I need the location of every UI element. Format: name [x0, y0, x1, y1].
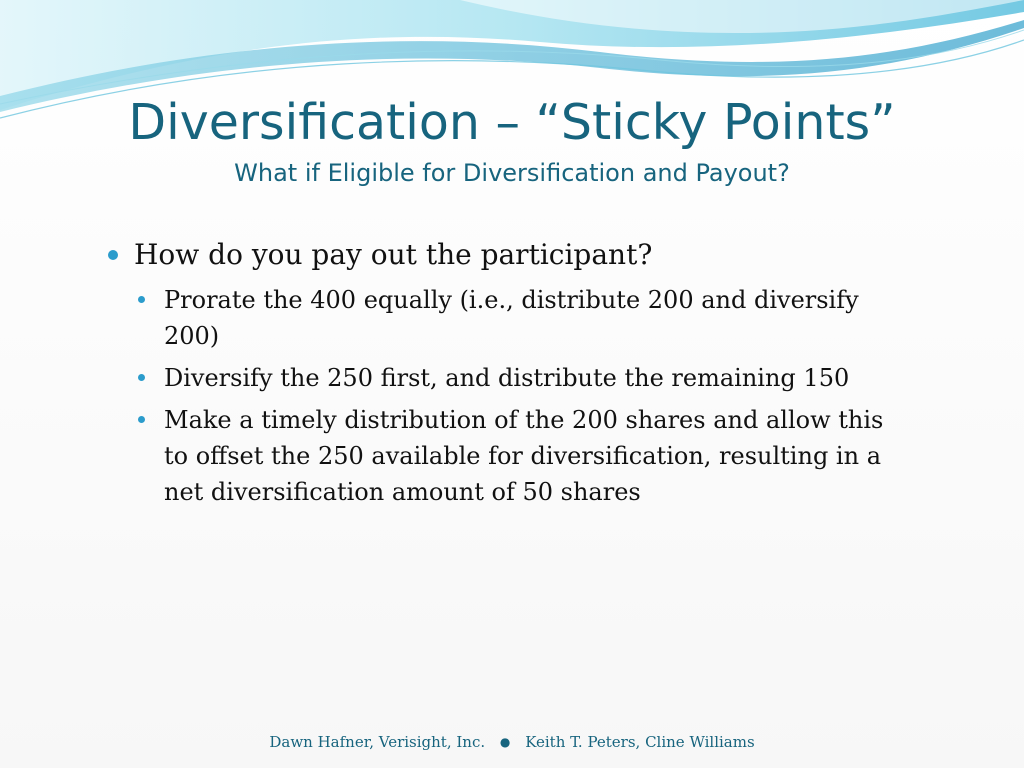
title-block	[0, 92, 1024, 188]
sub-bullet-text: Diversify the 250 first, and distribute the remaining 150	[164, 364, 850, 392]
bullet-item-level1	[104, 236, 904, 274]
sub-bullet-dot-icon	[138, 416, 145, 423]
sub-bullet-dot-icon	[138, 296, 145, 303]
sub-bullet-dot-icon	[138, 374, 145, 381]
bullet-text: How do you pay out the participant?	[134, 238, 653, 271]
sub-bullet-item	[134, 360, 884, 396]
slide-subtitle: What if Eligible for Diversification and Payout?	[234, 159, 790, 187]
sub-bullet-item	[134, 282, 884, 354]
slide-footer	[0, 733, 1024, 751]
footer-right-text: Keith T. Peters, Cline Williams	[525, 733, 755, 751]
bullet-content	[104, 236, 904, 516]
footer-separator-icon: ●	[499, 735, 511, 749]
footer-left-text: Dawn Hafner, Verisight, Inc.	[269, 733, 486, 751]
sub-bullet-text: Make a timely distribution of the 200 shares and allow this to offset the 250 available for diversification, resulting in a net diversification amount of 50 shares	[164, 406, 884, 506]
sub-bullet-text: Prorate the 400 equally (i.e., distribute 200 and diversify 200)	[164, 286, 859, 350]
bullet-dot-icon	[108, 250, 118, 260]
slide-title: Diversification – “Sticky Points”	[128, 94, 896, 151]
sub-bullet-list	[104, 282, 904, 510]
sub-bullet-item	[134, 402, 884, 510]
